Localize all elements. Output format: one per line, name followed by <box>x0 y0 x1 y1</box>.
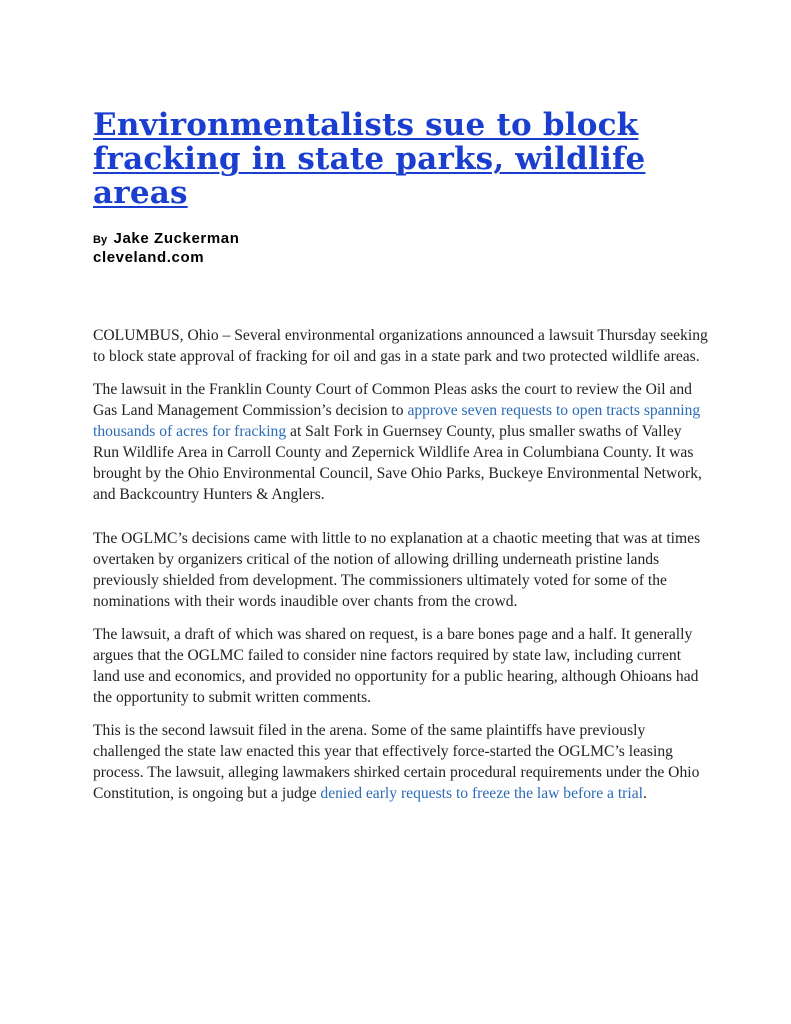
byline <box>93 230 239 266</box>
paragraph-2 <box>93 379 711 505</box>
author-name: Jake Zuckerman <box>113 230 240 247</box>
article-headline[interactable]: Environmentalists sue to block fracking in state parks, wildlife areas <box>93 107 646 211</box>
paragraph-5 <box>93 720 711 804</box>
byline-by-label: By <box>93 234 108 246</box>
paragraph-5-text-after: . <box>642 785 647 802</box>
paragraph-4: The lawsuit, a draft of which was shared on request, is a bare bones page and a half. It generally argues that the OGLMC failed to consider nine factors required by state law, including current land use and economics, and provided no opportunity for a public hearing, although Ohioans had the opportunity to submit written comments. <box>93 626 699 706</box>
paragraph-2-text-after: at Salt Fork in Guernsey County, plus smaller swaths of Valley Run Wildlife Area in Carroll County and Zepernick Wildlife Area in Columbiana County. It was brought by the Ohio Environmental Council, Save Ohio Parks, Buckeye Environmental Network, and Backcountry Hunters & Anglers. <box>93 423 702 503</box>
source-name: cleveland.com <box>93 249 205 266</box>
approve-requests-link[interactable]: approve seven requests to open tracts spanning thousands of acres for fracking <box>93 402 701 440</box>
paragraph-3: The OGLMC’s decisions came with little to no explanation at a chaotic meeting that was at times overtaken by organizers critical of the notion of allowing drilling underneath pristine lands previously shielded from development. The commissioners ultimately voted for some of the nominations with their words inaudible over chants from the crowd. <box>93 530 701 610</box>
paragraph-5-text-before: This is the second lawsuit filed in the arena. Some of the same plaintiffs have previously challenged the state law enacted this year that effectively force-started the OGLMC’s leasing process. The lawsuit, alleging lawmakers shirked certain procedural requirements under the Ohio Constitution, is ongoing but a judge <box>93 722 700 802</box>
denied-requests-link[interactable]: denied early requests to freeze the law before a trial <box>320 785 643 802</box>
article-body <box>93 325 711 816</box>
paragraph-2-text-before: The lawsuit in the Franklin County Court of Common Pleas asks the court to review the Oil and Gas Land Management Commission’s decision to <box>93 381 692 419</box>
paragraph-1: COLUMBUS, Ohio – Several environmental organizations announced a lawsuit Thursday seeking to block state approval of fracking for oil and gas in a state park and two protected wildlife areas. <box>93 327 708 365</box>
